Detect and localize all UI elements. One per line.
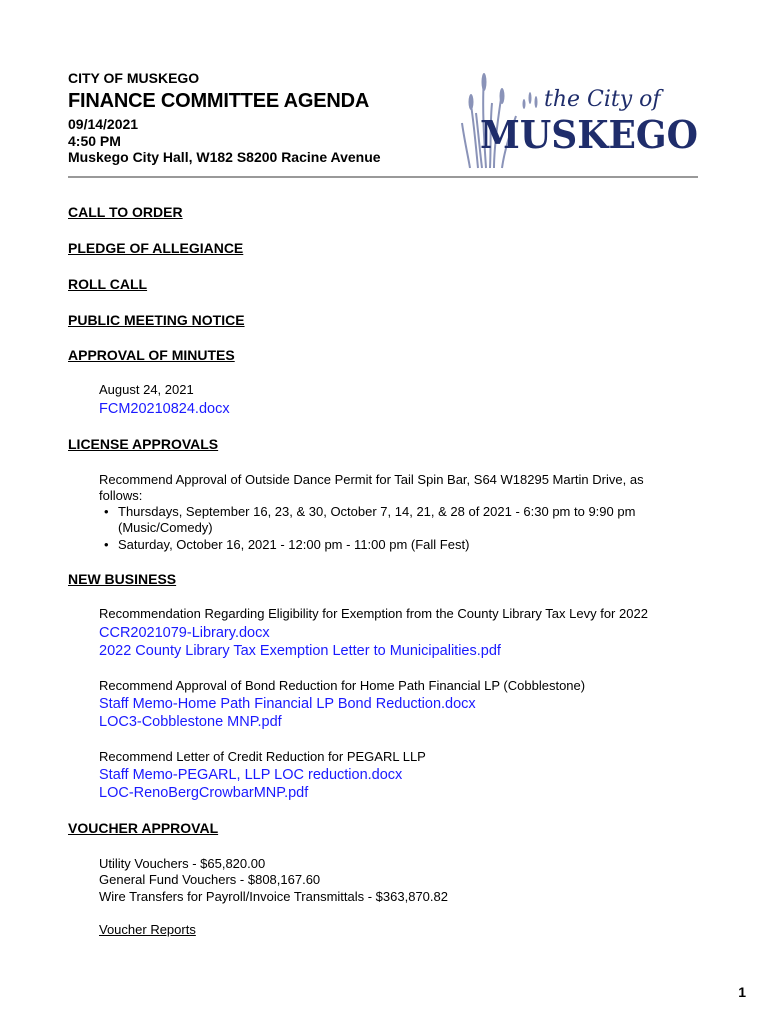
license-bullet-1-cont: (Music/Comedy)	[118, 520, 213, 535]
item1-link-1[interactable]: CCR2021079-Library.docx	[99, 625, 270, 641]
new-business-item-2: Recommend Approval of Bond Reduction for Home Path Financial LP (Cobblestone)	[99, 678, 586, 693]
item2-link-1[interactable]: Staff Memo-Home Path Financial LP Bond Reduction.docx	[99, 696, 476, 712]
new-business-item-1: Recommendation Regarding Eligibility for Exemption from the County Library Tax Levy for 2022	[99, 606, 648, 621]
item3-link-2[interactable]: LOC-RenoBergCrowbarMNP.pdf	[99, 785, 309, 801]
license-text-line2: follows:	[99, 488, 143, 503]
page-title: FINANCE COMMITTEE AGENDA	[68, 90, 370, 112]
page-number: 1	[738, 984, 746, 1000]
meeting-time: 4:50 PM	[68, 133, 121, 149]
item1-link-2[interactable]: 2022 County Library Tax Exemption Letter to Municipalities.pdf	[99, 643, 501, 659]
new-business-item-3: Recommend Letter of Credit Reduction for PEGARL LLP	[99, 749, 426, 764]
section-license-approvals: LICENSE APPROVALS	[68, 436, 219, 452]
voucher-general-fund: General Fund Vouchers - $808,167.60	[99, 872, 321, 887]
voucher-wire-transfers: Wire Transfers for Payroll/Invoice Transmittals - $363,870.82	[99, 889, 448, 904]
item2-link-2[interactable]: LOC3-Cobblestone MNP.pdf	[99, 714, 282, 730]
city-logo	[458, 68, 703, 173]
voucher-utility: Utility Vouchers - $65,820.00	[99, 856, 266, 871]
voucher-reports-link[interactable]: Voucher Reports	[99, 922, 196, 937]
minutes-link[interactable]: FCM20210824.docx	[99, 401, 230, 417]
section-approval-of-minutes: APPROVAL OF MINUTES	[68, 347, 235, 363]
section-public-meeting-notice: PUBLIC MEETING NOTICE	[68, 312, 245, 328]
section-new-business: NEW BUSINESS	[68, 571, 177, 587]
section-voucher-approval: VOUCHER APPROVAL	[68, 820, 219, 836]
logo-main-text: MUSKEGO	[480, 112, 698, 157]
meeting-location: Muskego City Hall, W182 S8200 Racine Avenue	[68, 149, 381, 165]
logo-script-text: the City of	[544, 87, 661, 112]
section-roll-call: ROLL CALL	[68, 276, 148, 292]
license-bullet-1: • Thursdays, September 16, 23, & 30, October 7, 14, 21, & 28 of 2021 - 6:30 pm to 9:90 pm	[118, 504, 635, 519]
city-name: CITY OF MUSKEGO	[68, 70, 200, 86]
minutes-date: August 24, 2021	[99, 382, 194, 397]
license-text-line1: Recommend Approval of Outside Dance Permit for Tail Spin Bar, S64 W18295 Martin Drive, as	[99, 472, 644, 487]
section-pledge: PLEDGE OF ALLEGIANCE	[68, 240, 244, 256]
header-divider	[68, 176, 698, 178]
license-bullet-2: • Saturday, October 16, 2021 - 12:00 pm - 11:00 pm (Fall Fest)	[118, 537, 469, 552]
section-call-to-order: CALL TO ORDER	[68, 204, 183, 220]
meeting-date: 09/14/2021	[68, 116, 139, 132]
item3-link-1[interactable]: Staff Memo-PEGARL, LLP LOC reduction.docx	[99, 767, 403, 783]
